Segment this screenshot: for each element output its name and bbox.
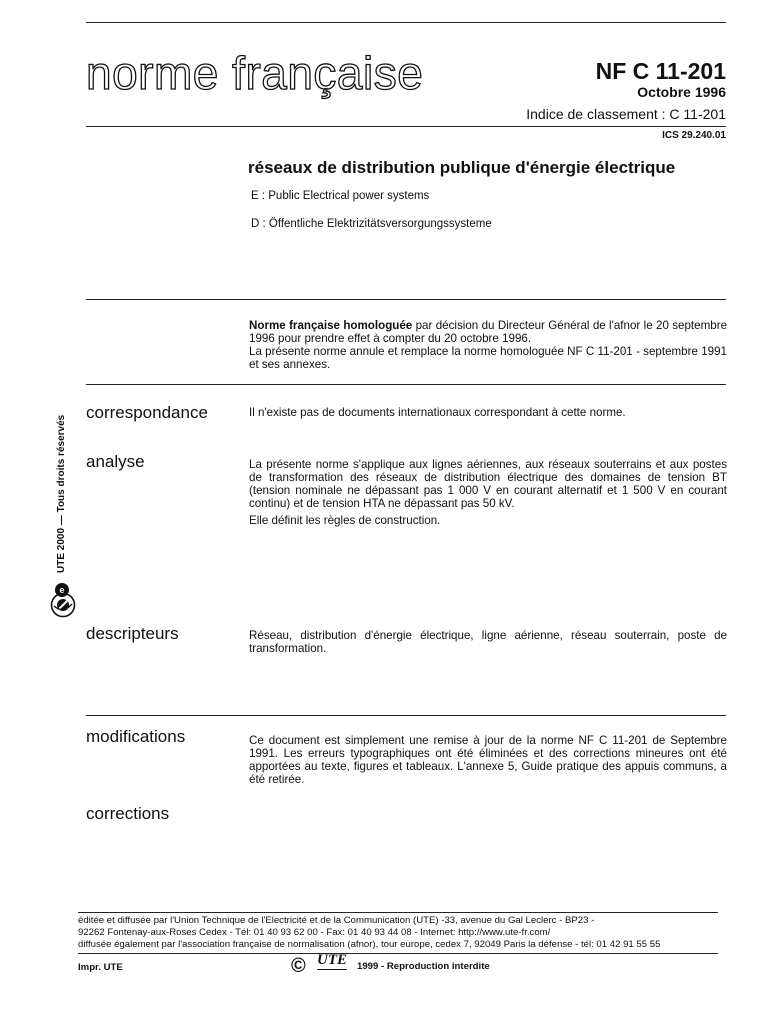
homologation-replacement: La présente norme annule et remplace la norme homologuée NF C 11-201 - septembre 1991 et ses annexes. (249, 345, 727, 371)
footer-rule (78, 912, 718, 913)
ute-logo: UTE (317, 952, 347, 968)
footer-contact: 92262 Fontenay-aux-Roses Cedex - Tél: 01 40 93 62 00 - Fax: 01 40 93 44 08 - Internet: http://www.ute-fr.com/ (78, 927, 551, 938)
copyright-icon: © (291, 955, 306, 977)
homologation-block (249, 319, 727, 371)
rights-text: UTE 2000 — Tous droits réservés (56, 414, 67, 573)
edition-icon: e (55, 583, 69, 597)
correspondance-text: Il n'existe pas de documents internationaux correspondant à cette norme. (249, 406, 626, 419)
analyse-paragraph-1: La présente norme s'applique aux lignes aériennes, aux réseaux souterrains et aux postes de transformation des réseaux de distribution électrique des domaines de tension BT (tension nominale ne dépassant pas 1 000 V en courant alternatif et 1 500 V en courant continu) et de tension HTA ne dépassant pas 50 kV. (249, 458, 727, 510)
header-rule (86, 126, 726, 127)
footer-publisher: éditée et diffusée par l'Union Technique de l'Electricité et de la Communication (UTE) -33, avenue du Gal Leclerc - BP23 - (78, 915, 595, 926)
standard-date: Octobre 1996 (637, 84, 726, 100)
classification-index: Indice de classement : C 11-201 (526, 106, 726, 122)
descripteurs-heading: descripteurs (86, 624, 179, 643)
modifications-heading: modifications (86, 727, 186, 746)
modifications-text: Ce document est simplement une remise à jour de la norme NF C 11-201 de Septembre 1991. Les erreurs typographiques ont été éliminées et des corrections mineures ont été apportées au texte, figures et tableaux. L'annexe 5, Guide pratique des appuis communs, a été retirée. (249, 734, 727, 786)
homologation-text: par décision du Directeur Général de l'afnor le 20 septembre 1996 pour prendre effet à compter du 20 octobre 1996. (249, 319, 728, 345)
ute-emblem-icon (50, 592, 76, 618)
modifications-rule (86, 715, 726, 716)
analyse-heading: analyse (86, 452, 145, 471)
title-german: D : Öffentliche Elektrizitätsversorgungssysteme (251, 218, 492, 230)
top-rule (86, 22, 726, 23)
rights-sidebar (56, 398, 70, 573)
footer-bottom-rule (78, 953, 718, 954)
correspondance-heading: correspondance (86, 403, 208, 422)
analyse-block (249, 458, 727, 531)
homologation-lead: Norme française homologuée (249, 319, 413, 332)
title-english: E : Public Electrical power systems (251, 190, 430, 202)
standard-code: NF C 11-201 (595, 58, 726, 84)
ics-code: ICS 29.240.01 (662, 130, 726, 141)
correspondance-rule (86, 384, 726, 385)
norme-francaise-brand: norme française (86, 47, 424, 99)
analyse-paragraph-2: Elle définit les règles de construction. (249, 514, 441, 527)
descripteurs-text: Réseau, distribution d'énergie électrique, ligne aérienne, réseau souterrain, poste de transformation. (249, 629, 727, 655)
corrections-heading: corrections (86, 804, 170, 823)
title-rule (86, 299, 726, 300)
footer-afnor: diffusée également par l'association française de normalisation (afnor), tour europe, cedex 7, 92049 Paris la défense - tél: 01 42 91 55 55 (78, 939, 661, 950)
reproduction-notice: 1999 - Reproduction interdite (357, 961, 490, 972)
printer-label: Impr. UTE (78, 962, 123, 973)
title-french: réseaux de distribution publique d'énergie électrique (248, 158, 676, 177)
